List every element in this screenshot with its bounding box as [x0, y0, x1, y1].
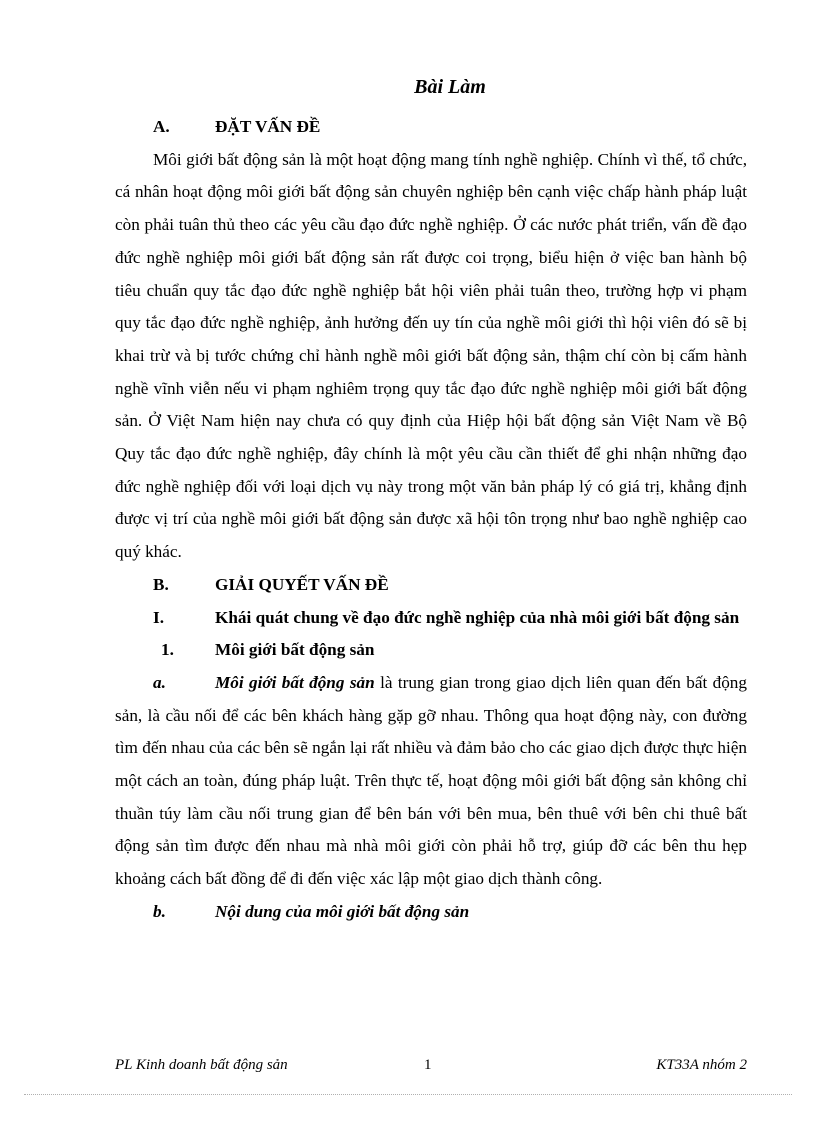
- section-a-title: ĐẶT VẤN ĐỀ: [215, 117, 321, 136]
- section-1a-term: Môi giới bất động sản: [215, 672, 375, 692]
- intro-paragraph: Môi giới bất động sản là một hoạt động mang tính nghề nghiệp. Chính vì thế, tổ chức, cá nhân hoạt động môi giới bất động sản chuyên nghiệp bên cạnh việc chấp hành pháp luật còn phải tuân thủ theo các yêu cầu đạo đức nghề nghiệp. Ở các nước phát triển, vấn đề đạo đức nghề nghiệp môi giới bất động sản rất được coi trọng, biểu hiện ở việc ban hành bộ tiêu chuẩn quy tắc đạo đức nghề nghiệp bắt hội viên phải tuân theo, trường hợp vi phạm quy tắc đạo đức nghề nghiệp, ảnh hưởng đến uy tín của nghề môi giới thì hội viên đó sẽ bị khai trừ và bị tước chứng chỉ hành nghề môi giới bất động sản, thậm chí còn bị cấm hành nghề vĩnh viễn nếu vi phạm nghiêm trọng quy tắc đạo đức nghề nghiệp môi giới bất động sản. Ở Việt Nam hiện nay chưa có quy định của Hiệp hội bất động sản Việt Nam về Bộ Quy tắc đạo đức nghề nghiệp, đây chính là một yêu cầu cần thiết để ghi nhận những đạo đức nghề nghiệp đối với loại dịch vụ này trong một văn bản pháp lý có giá trị, khẳng định được vị trí của nghề môi giới bất động sản được xã hội tôn trọng như bao nghề nghiệp cao quý khác.: [115, 149, 747, 562]
- section-a-heading: [115, 111, 747, 144]
- footer-page-number: 1: [424, 1057, 432, 1073]
- section-1-heading: [115, 634, 747, 667]
- section-1-number: 1.: [161, 640, 174, 660]
- section-b-number: B.: [153, 574, 169, 594]
- section-b-heading: [115, 569, 747, 602]
- section-i-number: I.: [153, 607, 164, 627]
- footer-group: KT33A nhóm 2: [656, 1057, 747, 1073]
- section-1a-text: là trung gian trong giao dịch liên quan đến bất động sản, là cầu nối để các bên khách hàng gặp gỡ nhau. Thông qua hoạt động này, con đường tìm đến nhau của các bên sẽ ngắn lại rất nhiều và đảm bảo cho các giao dịch được thực hiện một cách an toàn, đúng pháp luật. Trên thực tế, hoạt động môi giới bất động sản không chỉ thuần túy làm cầu nối trung gian để bên bán với bên mua, bên thuê với bên chi thuê bất động sản tìm được đến nhau mà nhà môi giới còn phải hỗ trợ, giúp đỡ các bên thu hẹp khoảng cách bất đồng để đi đến việc xác lập một giao dịch thành công.: [115, 672, 747, 889]
- document-body: [115, 111, 747, 929]
- section-1b-title: Nội dung của môi giới bất động sản: [215, 901, 470, 921]
- section-1a-paragraph: [115, 667, 747, 896]
- section-a-number: A.: [153, 117, 170, 136]
- section-1-title: Môi giới bất động sản: [215, 640, 375, 660]
- section-b-title: GIẢI QUYẾT VẤN ĐỀ: [215, 574, 389, 594]
- section-i-heading: [115, 602, 747, 635]
- section-1b-heading: [115, 896, 747, 929]
- footer-course: PL Kinh doanh bất động sản: [115, 1057, 288, 1073]
- page-title: Bài Làm: [414, 76, 486, 98]
- section-i-title: Khái quát chung về đạo đức nghề nghiệp của nhà môi giới bất động sản: [215, 607, 740, 627]
- section-1a-number: a.: [153, 672, 166, 692]
- page-bottom-divider: [24, 1094, 792, 1095]
- page-footer: [115, 1057, 747, 1079]
- section-1b-number: b.: [153, 901, 166, 921]
